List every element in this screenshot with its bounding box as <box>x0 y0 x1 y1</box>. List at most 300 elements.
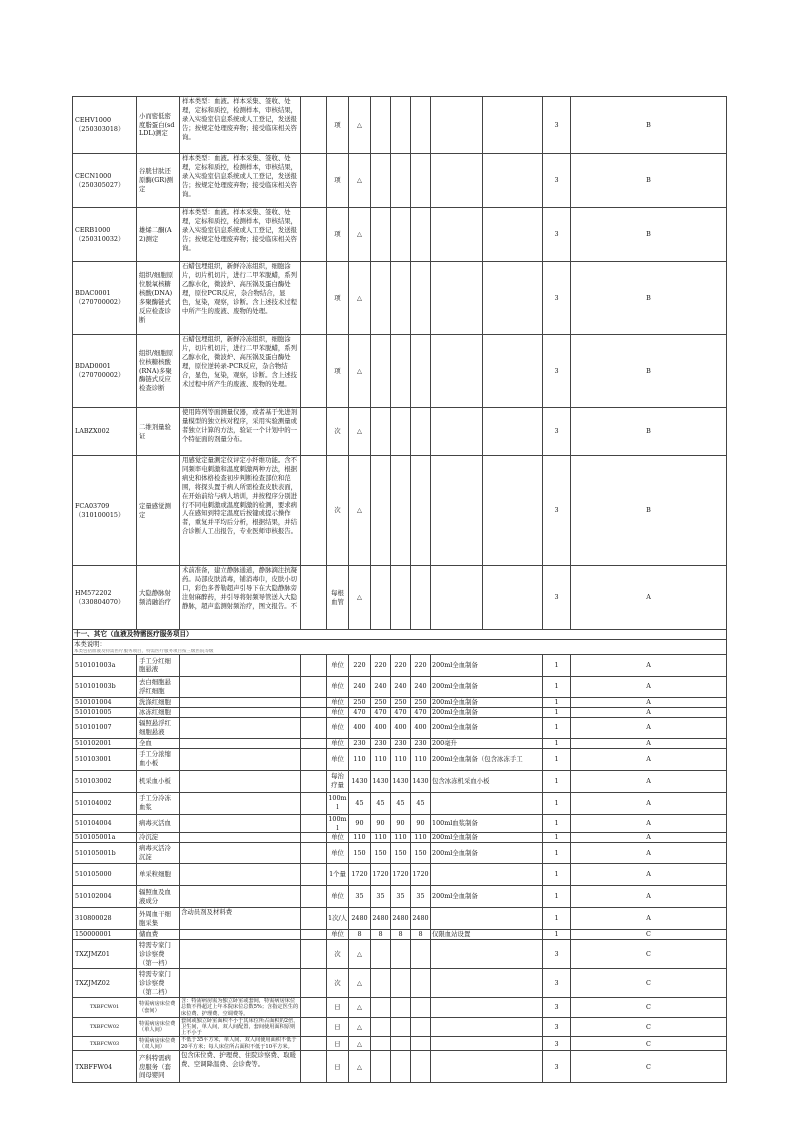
lower-rows <box>73 654 727 1083</box>
hospital-level: 1 <box>543 697 571 707</box>
table-row <box>73 930 727 940</box>
item-name: 手工分浓缩血小板 <box>137 748 180 770</box>
hospital-level: 1 <box>543 886 571 908</box>
price-2 <box>371 566 391 630</box>
price-2: 240 <box>371 676 391 697</box>
item-class: B <box>571 262 727 335</box>
excluded-content <box>301 864 327 886</box>
hospital-level: 1 <box>543 930 571 940</box>
item-description <box>180 262 301 335</box>
table-row <box>73 717 727 738</box>
item-description: 不低于35平方米，单人间、双人间使用面积不低于20平方米；每人床位所占面积不低于10平方米。 <box>180 1037 301 1051</box>
item-code: CEHV1000 （250303018） <box>73 97 137 154</box>
item-class: A <box>571 738 727 748</box>
item-class: C <box>571 998 727 1018</box>
price-4: 240 <box>411 676 431 697</box>
table-row <box>73 738 727 748</box>
price-2: 35 <box>371 886 391 908</box>
remark: 200ml全血制备 <box>431 886 543 908</box>
price-4 <box>411 1051 431 1083</box>
item-name: 定量感觉测定 <box>137 456 180 566</box>
item-name: 辐照血及血液成分 <box>137 886 180 908</box>
item-name: 谷胱甘肽还原酶(GR)测定 <box>137 154 180 208</box>
price-1: 240 <box>349 676 371 697</box>
item-code: CECN1000 （250305027） <box>73 154 137 208</box>
pricing-unit: 单位 <box>327 697 349 707</box>
price-4: 150 <box>411 843 431 864</box>
item-class: A <box>571 908 727 930</box>
price-4: 2480 <box>411 908 431 930</box>
price-3: 45 <box>391 792 411 814</box>
pricing-unit: 次 <box>327 456 349 566</box>
price-indicator: △ <box>349 97 371 154</box>
item-code: BDAD0001 （270700002） <box>73 335 137 408</box>
item-code: 510104004 <box>73 814 137 833</box>
item-code: TXBFFW04 <box>73 1051 137 1083</box>
item-class: A <box>571 717 727 738</box>
price-4: 45 <box>411 792 431 814</box>
pricing-unit: 单位 <box>327 886 349 908</box>
excluded-content <box>301 908 327 930</box>
pricing-unit: 日 <box>327 1017 349 1037</box>
item-class: A <box>571 886 727 908</box>
excluded-content <box>301 654 327 676</box>
price-2 <box>371 208 391 262</box>
item-name: 组织/细胞原位核糖核酸(RNA)多聚酶链式反应检查诊断 <box>137 335 180 408</box>
hospital-level: 3 <box>543 335 571 408</box>
pricing-unit: 单位 <box>327 833 349 843</box>
excluded-content <box>301 969 327 998</box>
hospital-level: 3 <box>543 998 571 1018</box>
price-3 <box>391 998 411 1018</box>
price-4 <box>411 456 431 566</box>
item-class: A <box>571 654 727 676</box>
item-description <box>180 154 301 208</box>
section-title: 十一、其它（血液及特需医疗服务项目） <box>73 630 727 640</box>
item-code: 510101004 <box>73 697 137 707</box>
price-4 <box>411 1037 431 1051</box>
item-description <box>180 748 301 770</box>
hospital-level: 3 <box>543 969 571 998</box>
price-2 <box>371 262 391 335</box>
remark: 包含冰冻机采血小板 <box>431 770 543 792</box>
remark: 200ml全血制备 <box>431 697 543 707</box>
item-description <box>180 456 301 566</box>
hospital-level: 3 <box>543 1051 571 1083</box>
excluded-content <box>301 697 327 707</box>
item-description <box>180 566 301 630</box>
price-2 <box>371 456 391 566</box>
item-code: 150000001 <box>73 930 137 940</box>
item-class: B <box>571 97 727 154</box>
remark <box>431 335 483 408</box>
item-name: 小而密低密度脂蛋白(sdLDL)测定 <box>137 97 180 154</box>
remark <box>431 566 483 630</box>
pricing-unit: 项 <box>327 262 349 335</box>
section-note: 本类说明： <box>73 640 727 649</box>
item-class: A <box>571 566 727 630</box>
table-row <box>73 1051 727 1083</box>
price-3 <box>391 408 411 456</box>
price-2: 220 <box>371 654 391 676</box>
item-name: 病毒灭活血 <box>137 814 180 833</box>
price-2 <box>371 940 391 969</box>
pricing-unit: 次 <box>327 940 349 969</box>
price-2: 150 <box>371 843 391 864</box>
hospital-level: 3 <box>543 408 571 456</box>
item-code: 510104002 <box>73 792 137 814</box>
item-class: B <box>571 335 727 408</box>
excluded-content <box>301 748 327 770</box>
table-row <box>73 154 727 208</box>
price-1: 150 <box>349 843 371 864</box>
pricing-unit: 1个量 <box>327 864 349 886</box>
item-code: 510102004 <box>73 886 137 908</box>
excluded-content <box>301 566 327 630</box>
price-1: 1430 <box>349 770 371 792</box>
pricing-unit: 单位 <box>327 654 349 676</box>
excluded-content <box>301 792 327 814</box>
item-name: 储血费 <box>137 930 180 940</box>
price-4: 220 <box>411 654 431 676</box>
item-code: 510103001 <box>73 748 137 770</box>
item-class: C <box>571 969 727 998</box>
remark: 200ml全血制备 <box>431 717 543 738</box>
item-description <box>180 792 301 814</box>
excluded-content <box>301 833 327 843</box>
item-description <box>180 814 301 833</box>
item-code: BDAC0001 （270700002） <box>73 262 137 335</box>
price-1: △ <box>349 1017 371 1037</box>
remark: 200ml全血制备 <box>431 676 543 697</box>
pricing-unit: 次 <box>327 408 349 456</box>
table-row <box>73 1037 727 1051</box>
price-indicator: △ <box>349 154 371 208</box>
item-code: 510101007 <box>73 717 137 738</box>
remark <box>431 208 483 262</box>
item-name: 手工分红细胞悬液 <box>137 654 180 676</box>
price-2: 1430 <box>371 770 391 792</box>
item-code: FCA03709 （310100015） <box>73 456 137 566</box>
price-2 <box>371 969 391 998</box>
item-description <box>180 335 301 408</box>
price-indicator: △ <box>349 262 371 335</box>
table-row <box>73 456 727 566</box>
table-row <box>73 335 727 408</box>
description-text: 使用阵列等面测量仪器，或者基于先进剂量模型的独立核对程序，采用实验测量或者独立计算的方法，验证一个计划中的一个特征面的剂量分布。 <box>182 408 298 443</box>
table-row <box>73 262 727 335</box>
item-description: 含：特需病房需为独立卧室或套间，特需病房床位总数不得超过上年本院床位总数5%；含指定医生的床位费、护理费、空调费等。 <box>180 998 301 1018</box>
price-indicator: △ <box>349 208 371 262</box>
price-3: 2480 <box>391 908 411 930</box>
price-2: 470 <box>371 707 391 717</box>
item-name: 特需病房床位费（单人间） <box>137 1017 180 1037</box>
item-description: 含动员剂及材料费 <box>180 908 301 930</box>
price-1: 110 <box>349 748 371 770</box>
hospital-level: 1 <box>543 843 571 864</box>
remark: 200ml全血制备 <box>431 843 543 864</box>
item-name: 特需病房床位费（套间） <box>137 998 180 1018</box>
table-row <box>73 707 727 717</box>
item-class: A <box>571 792 727 814</box>
hospital-level: 3 <box>543 154 571 208</box>
spacer <box>483 208 543 262</box>
price-4 <box>411 408 431 456</box>
price-indicator: △ <box>349 335 371 408</box>
item-name: 特需病房床位费（双人间） <box>137 1037 180 1051</box>
price-3 <box>391 1051 411 1083</box>
item-class: B <box>571 154 727 208</box>
excluded-content <box>301 335 327 408</box>
table-row <box>73 408 727 456</box>
item-class: C <box>571 1037 727 1051</box>
pricing-unit: 日 <box>327 1051 349 1083</box>
item-description <box>180 697 301 707</box>
table-row <box>73 748 727 770</box>
price-4 <box>411 1017 431 1037</box>
excluded-content <box>301 1017 327 1037</box>
hospital-level: 3 <box>543 208 571 262</box>
price-4: 110 <box>411 833 431 843</box>
price-indicator: △ <box>349 456 371 566</box>
price-1: 90 <box>349 814 371 833</box>
price-1: △ <box>349 940 371 969</box>
hospital-level: 1 <box>543 792 571 814</box>
remark <box>431 940 543 969</box>
item-description <box>180 208 301 262</box>
pricing-unit: 项 <box>327 154 349 208</box>
item-description: 套间或独立卧室面积不小于其床位所占面积的2倍，卫生间，单人间，双人间配置，套间使用面积原则上不小于 <box>180 1017 301 1037</box>
price-indicator: △ <box>349 408 371 456</box>
item-description <box>180 738 301 748</box>
price-4: 90 <box>411 814 431 833</box>
remark <box>431 408 483 456</box>
price-3 <box>391 154 411 208</box>
price-4 <box>411 566 431 630</box>
hospital-level: 3 <box>543 1037 571 1051</box>
hospital-level: 1 <box>543 833 571 843</box>
item-description <box>180 676 301 697</box>
price-1: 110 <box>349 833 371 843</box>
table-row <box>73 566 727 630</box>
price-4 <box>411 154 431 208</box>
pricing-unit: 100ml <box>328 814 347 832</box>
table-row <box>73 864 727 886</box>
price-4 <box>411 262 431 335</box>
section-header <box>73 630 727 655</box>
item-class: B <box>571 408 727 456</box>
table-row <box>73 654 727 676</box>
price-4 <box>411 969 431 998</box>
price-3: 110 <box>391 748 411 770</box>
item-class: A <box>571 864 727 886</box>
spacer <box>483 566 543 630</box>
table-row <box>73 814 727 833</box>
item-description <box>180 97 301 154</box>
price-3 <box>391 1037 411 1051</box>
price-1: 400 <box>349 717 371 738</box>
excluded-content <box>301 676 327 697</box>
price-2: 8 <box>371 930 391 940</box>
price-4 <box>411 97 431 154</box>
pricing-unit: 1次/人 <box>327 908 349 930</box>
item-class: C <box>571 940 727 969</box>
item-name: 冰冻红细胞 <box>137 707 180 717</box>
hospital-level: 3 <box>543 566 571 630</box>
price-2 <box>371 998 391 1018</box>
table-row <box>73 843 727 864</box>
price-3 <box>391 262 411 335</box>
item-class: A <box>571 833 727 843</box>
excluded-content <box>301 738 327 748</box>
item-code: 510102001 <box>73 738 137 748</box>
excluded-content <box>301 1037 327 1051</box>
pricing-unit: 日 <box>327 998 349 1018</box>
item-name: 大隐静脉射频消融治疗 <box>137 566 180 630</box>
remark: 200ml全血制备 <box>431 654 543 676</box>
hospital-level: 1 <box>543 748 571 770</box>
pricing-unit: 单位 <box>327 707 349 717</box>
item-class: C <box>571 1051 727 1083</box>
excluded-content <box>301 1051 327 1083</box>
pricing-unit: 每治疗量 <box>327 770 349 792</box>
price-3: 150 <box>391 843 411 864</box>
hospital-level: 1 <box>543 908 571 930</box>
hospital-level: 1 <box>543 654 571 676</box>
price-2: 1720 <box>371 864 391 886</box>
price-4: 470 <box>411 707 431 717</box>
remark: 仅限血站设置 <box>431 930 543 940</box>
item-class: C <box>571 930 727 940</box>
hospital-level: 1 <box>543 707 571 717</box>
price-1: 470 <box>349 707 371 717</box>
price-3: 240 <box>391 676 411 697</box>
item-name: 组织/细胞原位脱氧核糖核酸(DNA)多聚酶链式反应检查诊断 <box>137 262 180 335</box>
item-description <box>180 940 301 969</box>
price-1: 220 <box>349 654 371 676</box>
pricing-unit: 项 <box>327 97 349 154</box>
item-name: 病毒灭活冷沉淀 <box>137 843 180 864</box>
price-2: 400 <box>371 717 391 738</box>
item-description <box>180 408 301 456</box>
excluded-content <box>301 843 327 864</box>
price-4: 1430 <box>411 770 431 792</box>
table-row <box>73 792 727 814</box>
spacer <box>483 154 543 208</box>
pricing-unit: 次 <box>327 969 349 998</box>
item-name: 冷沉淀 <box>137 833 180 843</box>
hospital-level: 3 <box>543 940 571 969</box>
price-2 <box>371 1037 391 1051</box>
item-description <box>180 886 301 908</box>
price-3: 8 <box>391 930 411 940</box>
item-class: C <box>571 1017 727 1037</box>
table-row <box>73 998 727 1018</box>
item-name: 洗涤红细胞 <box>137 697 180 707</box>
item-name: 去白细胞悬浮红细胞 <box>137 676 180 697</box>
item-code: 510105000 <box>73 864 137 886</box>
price-3: 1430 <box>391 770 411 792</box>
hospital-level: 3 <box>543 262 571 335</box>
hospital-level: 3 <box>543 97 571 154</box>
excluded-content <box>301 456 327 566</box>
section-note-detail: 本类包括血液及特需医疗服务项目，特需医疗服务项目按三级医院等级 <box>73 649 727 655</box>
item-class: A <box>571 843 727 864</box>
description-text: 石蜡包埋组织，新鲜冷冻组织，细胞涂片，切片机切片，进行二甲苯脱蜡，系列乙醇水化，微波炉、高压锅及蛋白酶处理，原位PCR反应，杂合物结合，显色，复染，观察，诊断。含上述技术过程中所产生的废液、废物的处理。 <box>182 262 298 315</box>
price-4: 250 <box>411 697 431 707</box>
table-row <box>73 1017 727 1037</box>
price-3 <box>391 335 411 408</box>
price-3: 250 <box>391 697 411 707</box>
item-description <box>180 833 301 843</box>
price-2: 230 <box>371 738 391 748</box>
item-description <box>180 843 301 864</box>
remark <box>431 1017 543 1037</box>
remark: 200ml全血制备 <box>431 707 543 717</box>
excluded-content <box>301 940 327 969</box>
excluded-content <box>301 154 327 208</box>
item-class: B <box>571 456 727 566</box>
spacer <box>483 408 543 456</box>
item-name: 二维剂量验证 <box>137 408 180 456</box>
item-code: 510105001a <box>73 833 137 843</box>
remark: 200ml全血制备 <box>431 833 543 843</box>
item-code: HM572202 （330804070） <box>73 566 137 630</box>
excluded-content <box>301 408 327 456</box>
price-3: 110 <box>391 833 411 843</box>
table-row <box>73 940 727 969</box>
item-code: 310800028 <box>73 908 137 930</box>
item-name: 产科特需病房服务（套间母婴同 <box>137 1051 180 1083</box>
item-description <box>180 864 301 886</box>
spacer <box>483 97 543 154</box>
hospital-level: 1 <box>543 717 571 738</box>
excluded-content <box>301 770 327 792</box>
remark: 200ml全血制备（包含冰冻手工 <box>431 748 543 770</box>
price-2: 90 <box>371 814 391 833</box>
pricing-unit: 单位 <box>327 930 349 940</box>
table-row <box>73 908 727 930</box>
pricing-unit: 日 <box>327 1037 349 1051</box>
price-3: 230 <box>391 738 411 748</box>
pricing-unit: 每根血管 <box>327 566 349 630</box>
table-row <box>73 969 727 998</box>
remark <box>431 908 543 930</box>
item-class: A <box>571 676 727 697</box>
hospital-level: 1 <box>543 770 571 792</box>
item-class: B <box>571 208 727 262</box>
item-description <box>180 969 301 998</box>
item-description <box>180 930 301 940</box>
price-3: 220 <box>391 654 411 676</box>
price-1: 35 <box>349 886 371 908</box>
price-3 <box>391 940 411 969</box>
price-3: 400 <box>391 717 411 738</box>
price-1: 2480 <box>349 908 371 930</box>
item-name: 单采粒细胞 <box>137 864 180 886</box>
price-indicator: △ <box>349 566 371 630</box>
price-4 <box>411 208 431 262</box>
price-1: 1720 <box>349 864 371 886</box>
spacer <box>483 335 543 408</box>
item-description <box>180 707 301 717</box>
item-class: A <box>571 748 727 770</box>
remark: 100ml血浆制备 <box>431 814 543 833</box>
item-class: A <box>571 697 727 707</box>
upper-rows <box>73 97 727 630</box>
hospital-level: 1 <box>543 738 571 748</box>
price-3: 35 <box>391 886 411 908</box>
